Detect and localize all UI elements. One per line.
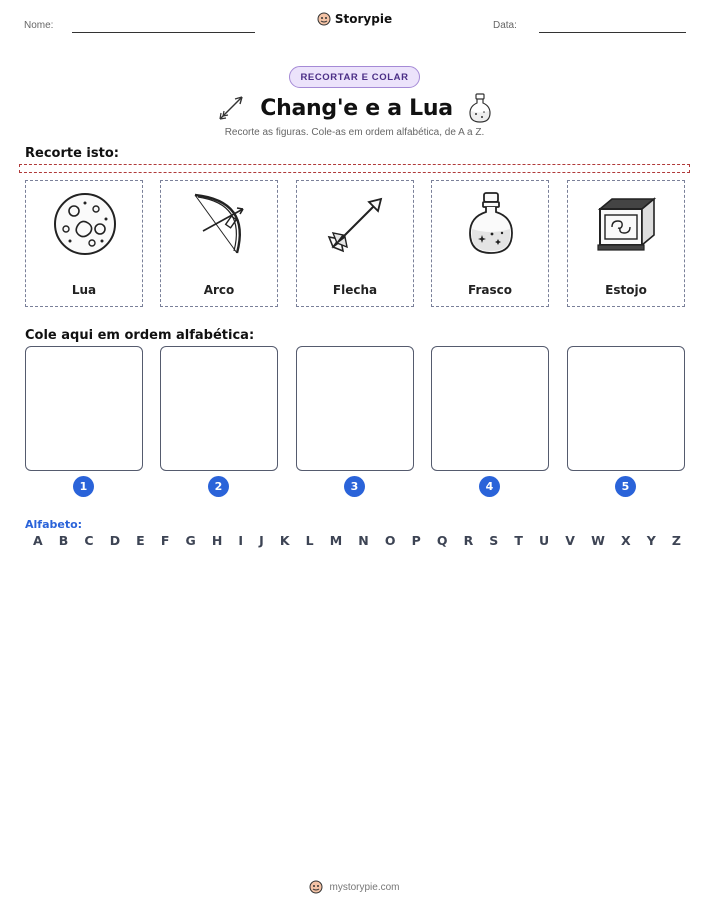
letter-e: E	[136, 533, 145, 548]
letter-a: A	[33, 533, 43, 548]
cut-card-estojo[interactable]	[567, 180, 685, 307]
number-badge-3: 3	[344, 476, 365, 497]
number-badge-4: 4	[479, 476, 500, 497]
brand-name: Storypie	[334, 12, 393, 26]
paste-box-1[interactable]	[25, 346, 143, 471]
paste-box-2[interactable]	[160, 346, 278, 471]
letter-o: O	[384, 533, 396, 548]
activity-badge: RECORTAR E COLAR	[289, 66, 420, 88]
letter-g: G	[185, 533, 196, 548]
date-line	[539, 32, 686, 33]
card-label-frasco: Frasco	[468, 283, 512, 297]
card-label-lua: Lua	[71, 283, 97, 297]
arrow-icon	[216, 93, 246, 123]
cut-line	[19, 164, 690, 173]
number-badge-1: 1	[73, 476, 94, 497]
letter-i: I	[238, 533, 244, 548]
letter-d: D	[109, 533, 121, 548]
letter-t: T	[514, 533, 523, 548]
card-label-flecha: Flecha	[332, 283, 378, 297]
storypie-logo-icon	[317, 12, 331, 26]
moon-icon	[52, 191, 118, 257]
letter-x: X	[620, 533, 631, 548]
name-label: Nome:	[24, 20, 54, 31]
brand	[0, 12, 709, 26]
letter-j: J	[259, 533, 264, 548]
cut-card-flecha[interactable]	[296, 180, 414, 307]
footer-url[interactable]: mystorypie.com	[329, 881, 400, 893]
cut-card-lua[interactable]	[25, 180, 143, 307]
jewelry-box-icon	[594, 191, 660, 257]
card-label-estojo: Estojo	[605, 283, 647, 297]
letter-q: Q	[436, 533, 448, 548]
number-badge-2: 2	[208, 476, 229, 497]
paste-box-5[interactable]	[567, 346, 685, 471]
letter-r: R	[463, 533, 474, 548]
arrow-icon	[323, 191, 389, 257]
letter-b: B	[58, 533, 69, 548]
letter-u: U	[539, 533, 550, 548]
bow-icon	[187, 191, 253, 257]
letter-f: F	[160, 533, 170, 548]
letter-k: K	[279, 533, 290, 548]
letter-v: V	[565, 533, 575, 548]
letter-l: L	[305, 533, 314, 548]
cut-section-label: Recorte isto:	[25, 146, 119, 161]
letter-c: C	[84, 533, 94, 548]
potion-bottle-icon	[467, 92, 493, 124]
letter-p: P	[411, 533, 421, 548]
letter-s: S	[489, 533, 499, 548]
cut-card-frasco[interactable]	[431, 180, 549, 307]
letter-z: Z	[671, 533, 681, 548]
letter-h: H	[211, 533, 223, 548]
letter-m: M	[329, 533, 343, 548]
page-title: Chang'e e a Lua	[260, 95, 453, 121]
name-line	[72, 32, 255, 33]
potion-bottle-icon	[458, 191, 524, 257]
paste-box-4[interactable]	[431, 346, 549, 471]
footer	[0, 880, 709, 894]
alphabet-row	[33, 533, 681, 548]
title-row	[0, 90, 709, 126]
paste-section-label: Cole aqui em ordem alfabética:	[25, 328, 255, 343]
alphabet-title: Alfabeto:	[25, 518, 83, 531]
letter-y: Y	[646, 533, 656, 548]
cut-card-arco[interactable]	[160, 180, 278, 307]
letter-n: N	[358, 533, 369, 548]
number-badge-5: 5	[615, 476, 636, 497]
storypie-logo-icon	[309, 880, 323, 894]
instructions: Recorte as figuras. Cole-as em ordem alfabética, de A a Z.	[224, 127, 485, 138]
card-label-arco: Arco	[203, 283, 235, 297]
paste-box-3[interactable]	[296, 346, 414, 471]
letter-w: W	[591, 533, 605, 548]
date-label: Data:	[493, 20, 517, 31]
